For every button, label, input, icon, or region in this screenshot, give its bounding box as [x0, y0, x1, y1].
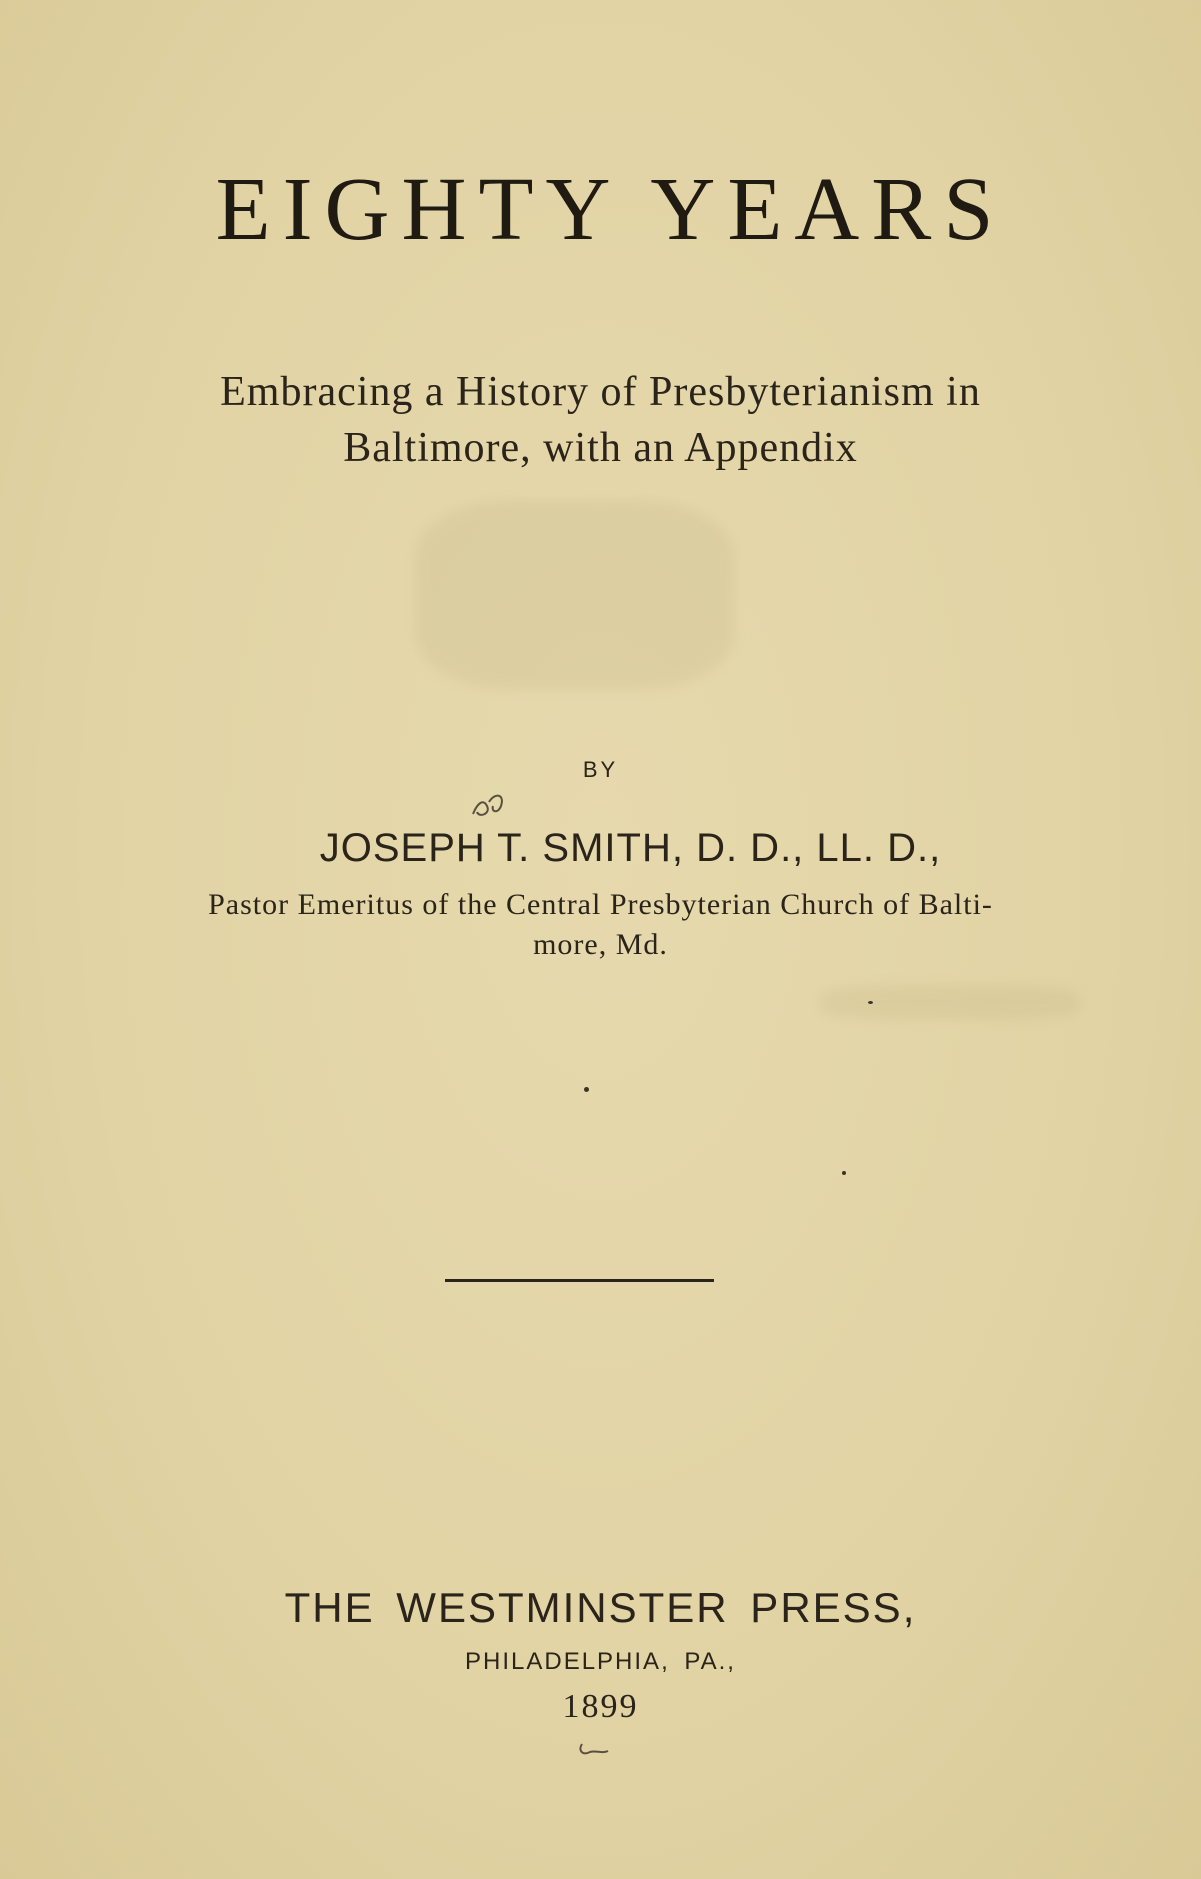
subtitle-line-2: Baltimore, with an Appendix — [343, 425, 858, 471]
author-position-line-2: more, Md. — [533, 928, 668, 961]
author-name: JOSEPH T. SMITH, D. D., LL. D., — [319, 826, 942, 870]
ink-speck — [842, 1171, 846, 1175]
book-title: EIGHTY YEARS — [215, 160, 1006, 259]
pencil-mark-bottom — [576, 1736, 616, 1760]
ink-speck — [868, 1001, 873, 1004]
publisher-name: THE WESTMINSTER PRESS, — [284, 1584, 917, 1631]
horizontal-rule — [445, 1279, 714, 1282]
publisher-city: PHILADELPHIA, PA., — [465, 1648, 736, 1675]
author-position-line-1: Pastor Emeritus of the Central Presbyterian Church of Balti- — [208, 888, 993, 921]
publication-year: 1899 — [562, 1688, 639, 1725]
ink-speck — [584, 1087, 589, 1092]
bleed-through-smudge — [415, 500, 735, 690]
by-label: BY — [582, 757, 619, 782]
subtitle-line-1: Embracing a History of Presbyterianism in — [220, 369, 981, 415]
bleed-through-smudge-right — [820, 985, 1080, 1020]
